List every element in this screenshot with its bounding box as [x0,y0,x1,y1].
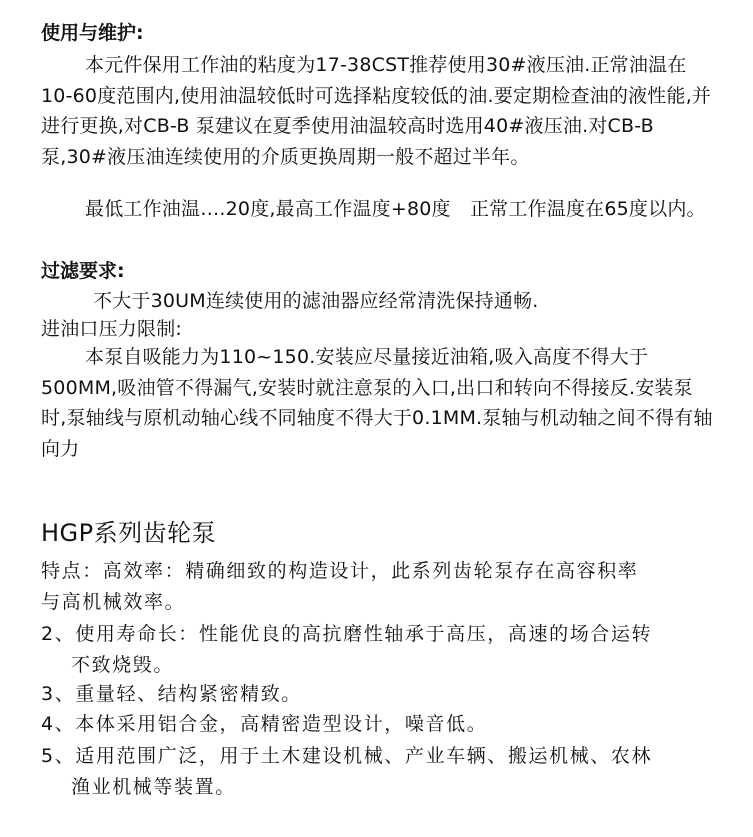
feature-item-2 [41,619,721,680]
feature-item-4-line: 4、本体采用铝合金，高精密造型设计，噪音低。 [41,713,488,735]
feature-item-1 [41,556,721,617]
filter-heading: 过滤要求: [41,260,125,282]
feature-item-3-line: 3、重量轻、结构紧密精致。 [41,683,302,705]
feature-item-2-line: 2、使用寿命长：性能优良的高抗磨性轴承于高压，高速的场合运转 [41,623,653,645]
maintenance-paragraph-oil-text: 本元件保用工作油的粘度为17-38CST推荐使用30#液压油.正常油温在10-60度范围内,使用油温较低时可选择粘度较低的油.要定期检查油的液性能,并进行更换,对CB-B 泵建议在夏季使用油温较高时选用40#液压油.对CB-B 泵,30#液压油连续使用的介质更换周期一般不超过半年。 [41,54,712,168]
maintenance-heading: 使用与维护: [41,22,144,44]
feature-item-2-continuation: 不致烧毁。 [71,653,175,676]
feature-item-3 [41,679,721,710]
feature-item-5-continuation: 渔业机械等装置。 [71,775,236,798]
filter-paragraph-text: 不大于30UM连续使用的滤油器应经常清洗保持通畅. [93,290,539,312]
feature-item-1-line: 特点：高效率：精确细致的构造设计，此系列齿轮泵存在高容积率 [41,560,639,582]
maintenance-paragraph-oil [41,50,713,172]
feature-item-4 [41,709,721,740]
filter-paragraph [41,286,713,317]
feature-item-5-line: 5、适用范围广泛，用于土木建设机械、产业车辆、搬运机械、农林 [41,745,653,767]
maintenance-paragraph-temperature [41,194,713,225]
inlet-pressure-paragraph [41,342,713,464]
inlet-pressure-heading: 进油口压力限制: [41,318,183,340]
maintenance-paragraph-temperature-text: 最低工作油温….20度,最高工作温度+80度 正常工作温度在65度以内。 [85,198,706,220]
feature-item-5 [41,741,721,802]
hgp-section-title: HGP系列齿轮泵 [41,519,217,547]
feature-item-1-continuation: 与高机械效率。 [41,590,186,613]
inlet-pressure-paragraph-text: 本泵自吸能力为110~150.安装应尽量接近油箱,吸入高度不得大于500MM,吸油管不得漏气,安装时就注意泵的入口,出口和转向不得接反.安装泵时,泵轴线与原机动轴心线不同轴度不得大于0.1MM.泵轴与机动轴之间不得有轴向力 [41,346,713,460]
